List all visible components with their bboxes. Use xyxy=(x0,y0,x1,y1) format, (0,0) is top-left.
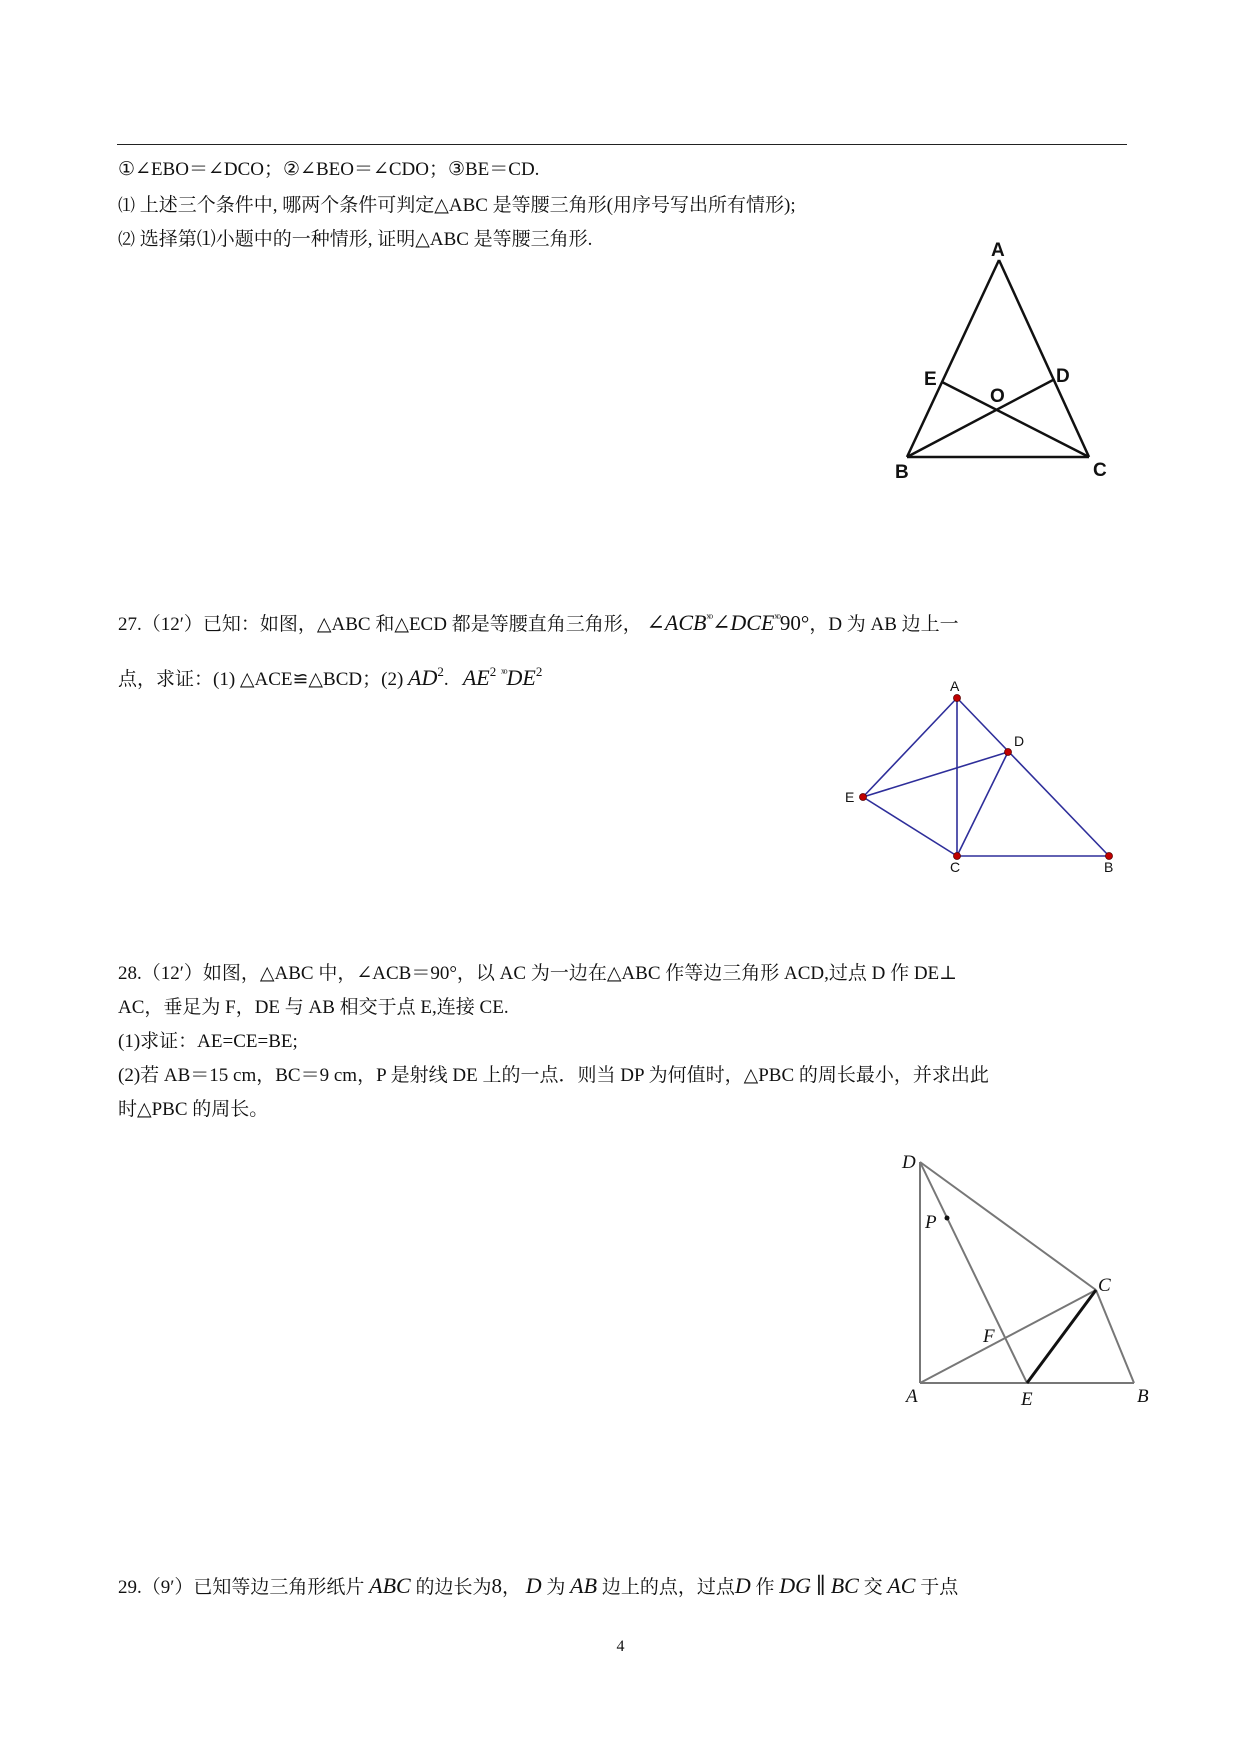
q27-de: DE xyxy=(506,665,536,690)
q27-label-b: B xyxy=(1104,859,1114,875)
q26-part1 xyxy=(118,194,796,218)
q28-label-d: D xyxy=(902,1152,916,1173)
q27-figure xyxy=(840,675,1120,875)
q29-text-g: 交 xyxy=(863,1577,883,1598)
q27-garbled-equals-2: ˣᵒ xyxy=(774,610,780,625)
q28-figure xyxy=(890,1140,1155,1410)
q28-label-c: C xyxy=(1098,1275,1111,1296)
q27-label-a: A xyxy=(950,678,960,694)
q26-side-ac xyxy=(999,260,1089,457)
q28-label-a: A xyxy=(906,1386,918,1407)
q29-text-c: ， xyxy=(502,1577,522,1598)
q27-line1-tail: ，D 为 AB 边上一 xyxy=(809,614,959,635)
q27-line1 xyxy=(118,606,959,637)
q28-side-cb xyxy=(1096,1290,1134,1383)
q27-angle-acb: ∠ACB xyxy=(646,610,707,635)
q29-parallel: ∥ xyxy=(815,1573,826,1598)
q28-point-p xyxy=(945,1216,950,1221)
q27-angle-dce: ∠DCE xyxy=(711,610,775,635)
q28-label-b: B xyxy=(1137,1386,1149,1407)
q27-ad-squared: 2 xyxy=(437,664,444,679)
q26-part2-number: ⑵ xyxy=(118,230,135,249)
q26-segment-ce xyxy=(942,382,1089,457)
q27-ae-squared: 2 xyxy=(489,664,497,679)
q27-line2-text: 点，求证：(1) △ACE≌△BCD；(2) xyxy=(118,669,404,690)
q29-d2: D xyxy=(734,1573,751,1598)
q27-side-ab xyxy=(957,698,1109,856)
q29-text-f: 作 xyxy=(755,1577,775,1598)
q27-point-d xyxy=(1005,749,1012,756)
q29-dg: DG xyxy=(779,1573,812,1598)
q26-part1-text: 上述三个条件中, 哪两个条件可判定△ABC 是等腰三角形(用序号写出所有情形); xyxy=(139,195,796,216)
q27-point-a xyxy=(954,695,961,702)
q29-text-a: 29.（9′）已知等边三角形纸片 xyxy=(118,1577,365,1598)
q26-segment-bd xyxy=(907,380,1053,457)
q28-line5: 时△PBC 的周长。 xyxy=(118,1099,269,1120)
q28-side-dc xyxy=(920,1162,1096,1290)
q26-figure xyxy=(880,230,1120,483)
q27-label-c: C xyxy=(950,859,961,875)
q28-side-ac xyxy=(920,1290,1096,1383)
q29-text-d: 为 xyxy=(546,1577,566,1598)
q26-label-d: D xyxy=(1056,366,1070,387)
q27-dot: . xyxy=(443,669,449,690)
q27-ae: AE xyxy=(462,665,490,690)
q28-segment-ce xyxy=(1027,1290,1096,1383)
q26-label-b: B xyxy=(895,462,909,483)
q27-segment-cd xyxy=(957,752,1008,856)
q28-label-e: E xyxy=(1021,1389,1033,1410)
q29-text-h: 于点 xyxy=(920,1577,959,1598)
page-number: 4 xyxy=(616,1638,625,1655)
q27-ad: AD xyxy=(408,665,438,690)
q26-part2-text: 选择第⑴小题中的一种情形, 证明△ABC 是等腰三角形. xyxy=(139,229,593,250)
q29-text-b: 的边长为 xyxy=(415,1577,492,1598)
q27-label-d: D xyxy=(1014,733,1025,749)
q27-garbled-equals: ˣᵒ xyxy=(706,610,712,625)
q29-ab: AB xyxy=(570,1573,598,1598)
q27-point-e xyxy=(860,794,867,801)
q26-side-ab xyxy=(907,260,999,457)
q29-d: D xyxy=(525,1573,542,1598)
q26-part2 xyxy=(118,228,592,252)
q27-line1-text: 27.（12′）已知：如图，△ABC 和△ECD 都是等腰直角三角形， xyxy=(118,614,642,635)
header-rule xyxy=(117,144,1127,145)
q28-label-f: F xyxy=(983,1326,995,1347)
q27-label-e: E xyxy=(845,789,855,805)
q28-line3: (1)求证：AE=CE=BE; xyxy=(118,1031,298,1052)
q29-line1 xyxy=(118,1574,958,1600)
q27-garbled-equals-3: ˣᵒ xyxy=(501,665,507,680)
q29-abc: ABC xyxy=(369,1573,411,1598)
q26-label-a: A xyxy=(991,240,1005,261)
q26-label-o: O xyxy=(990,386,1005,407)
q26-label-e: E xyxy=(924,369,937,390)
q29-text-e: 边上的点，过点 xyxy=(601,1577,735,1598)
q28-segment-de xyxy=(920,1162,1027,1383)
q28-line1: 28.（12′）如图，△ABC 中，∠ACB＝90°，以 AC 为一边在△ABC 作等边三角形 ACD,过点 D 作 DE⊥ xyxy=(118,963,958,984)
q26-label-c: C xyxy=(1093,460,1107,481)
q29-bc: BC xyxy=(830,1573,859,1598)
q26-part1-number: ⑴ xyxy=(118,196,135,215)
q26-conditions: ①∠EBO＝∠DCO；②∠BEO＝∠CDO；③BE＝CD. xyxy=(118,159,540,180)
q28-line2: AC，垂足为 F，DE 与 AB 相交于点 E,连接 CE. xyxy=(118,997,509,1018)
q27-de-squared: 2 xyxy=(535,664,543,679)
q28-line4: (2)若 AB＝15 cm，BC＝9 cm，P 是射线 DE 上的一点．则当 DP 为何值时，△PBC 的周长最小，并求出此 xyxy=(118,1065,989,1086)
q27-ninety-degrees: 90° xyxy=(779,611,810,635)
q27-segment-ec xyxy=(863,797,957,856)
q29-eight: 8 xyxy=(491,1574,502,1598)
q28-label-p: P xyxy=(925,1212,937,1233)
q29-ac: AC xyxy=(887,1573,916,1598)
q27-line2 xyxy=(118,660,542,692)
